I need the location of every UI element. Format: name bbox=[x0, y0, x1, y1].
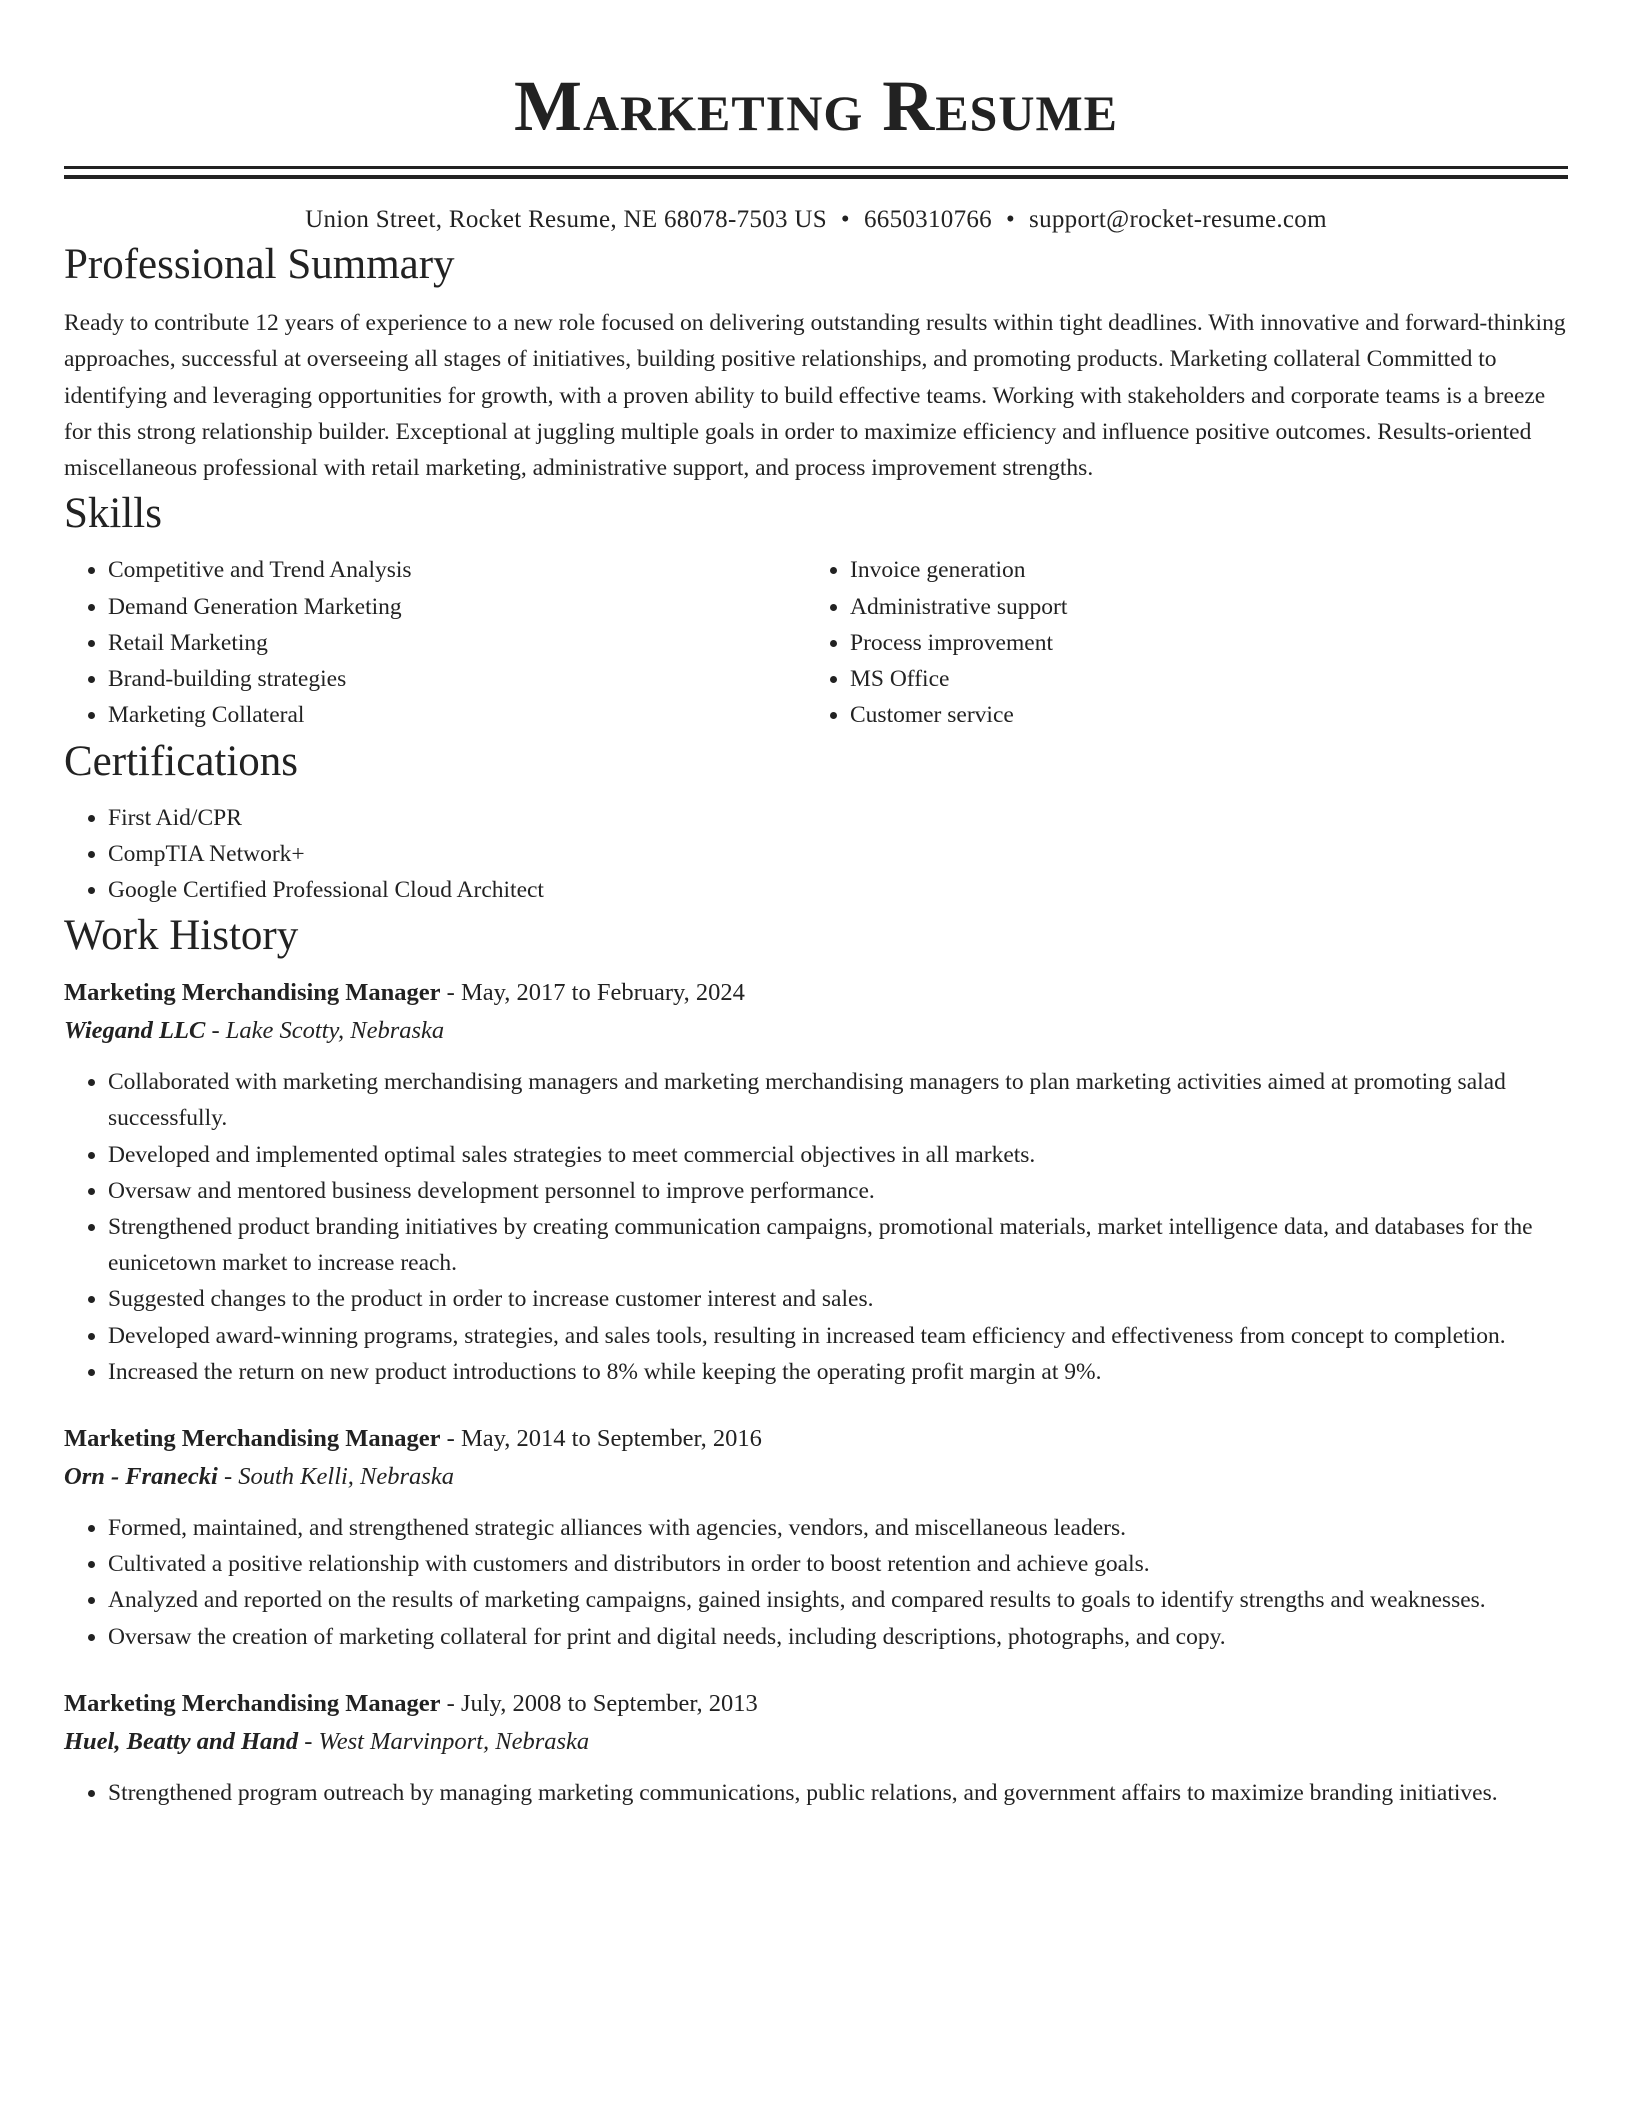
title-divider-top bbox=[64, 166, 1568, 169]
skill-item: • Administrative support bbox=[850, 589, 1548, 625]
certification-item: • CompTIA Network+ bbox=[108, 836, 1568, 872]
job-company: Orn - Franecki bbox=[64, 1462, 218, 1490]
certification-item: • First Aid/CPR bbox=[108, 800, 1568, 836]
job-bullets bbox=[64, 1064, 1568, 1390]
job-bullet: • Developed and implemented optimal sales strategies to meet commercial objectives in all markets. bbox=[108, 1137, 1568, 1173]
skill-item: • Invoice generation bbox=[850, 552, 1548, 588]
skill-item: • MS Office bbox=[850, 661, 1548, 697]
skill-item: • Competitive and Trend Analysis bbox=[108, 552, 806, 588]
job-company: Wiegand LLC bbox=[64, 1017, 206, 1045]
job-bullet: • Developed award-winning programs, strategies, and sales tools, resulting in increased team efficiency and effectiveness from concept to completion. bbox=[108, 1318, 1568, 1354]
skill-item: • Process improvement bbox=[850, 625, 1548, 661]
job-role: Marketing Merchandising Manager bbox=[64, 1689, 441, 1717]
certifications-heading: Certifications bbox=[64, 737, 299, 785]
job-bullet: • Increased the return on new product introductions to 8% while keeping the operating profit margin at 9%. bbox=[108, 1354, 1568, 1390]
skill-item: • Customer service bbox=[850, 697, 1548, 733]
contact-email[interactable]: support@rocket-resume.com bbox=[1029, 206, 1327, 233]
skill-item: • Retail Marketing bbox=[108, 625, 806, 661]
job-bullet: • Oversaw and mentored business development personnel to improve performance. bbox=[108, 1173, 1568, 1209]
certifications-list bbox=[64, 800, 1568, 909]
job-bullet: • Analyzed and reported on the results of marketing campaigns, gained insights, and compared results to goals to identify strengths and weaknesses. bbox=[108, 1582, 1568, 1618]
job-bullet: • Cultivated a positive relationship with customers and distributors in order to boost retention and achieve goals. bbox=[108, 1546, 1568, 1582]
job-entry bbox=[64, 1420, 1568, 1655]
job-entry bbox=[64, 1685, 1568, 1811]
job-bullet: • Suggested changes to the product in order to increase customer interest and sales. bbox=[108, 1281, 1568, 1317]
job-bullet: • Strengthened product branding initiatives by creating communication campaigns, promotional materials, market intelligence data, and databases for the eunicetown market to increase reach. bbox=[108, 1209, 1568, 1281]
job-bullet: • Formed, maintained, and strengthened strategic alliances with agencies, vendors, and miscellaneous leaders. bbox=[108, 1510, 1568, 1546]
job-header bbox=[64, 1685, 1568, 1723]
contact-separator: • bbox=[840, 206, 850, 233]
job-location: - West Marvinport, Nebraska bbox=[298, 1727, 590, 1755]
job-bullet: • Strengthened program outreach by managing marketing communications, public relations, and government affairs to maximize branding initiatives. bbox=[108, 1775, 1568, 1811]
skill-item: • Brand-building strategies bbox=[108, 661, 806, 697]
job-header bbox=[64, 1420, 1568, 1458]
work-history-heading: Work History bbox=[64, 912, 299, 960]
job-bullet: • Oversaw the creation of marketing collateral for print and digital needs, including descriptions, photographs, and copy. bbox=[108, 1619, 1568, 1655]
job-company: Huel, Beatty and Hand bbox=[64, 1727, 299, 1755]
job-dates: - May, 2017 to February, 2024 bbox=[440, 979, 745, 1007]
summary-heading: Professional Summary bbox=[64, 241, 455, 288]
title-divider-bottom bbox=[64, 175, 1568, 179]
skills-heading: Skills bbox=[64, 490, 162, 538]
job-bullets bbox=[64, 1775, 1568, 1811]
job-employer bbox=[64, 1723, 1568, 1761]
skills-list-right bbox=[806, 552, 1548, 733]
contact-phone: 6650310766 bbox=[863, 206, 992, 233]
job-bullets bbox=[64, 1510, 1568, 1655]
job-role: Marketing Merchandising Manager bbox=[64, 979, 441, 1007]
job-location: - Lake Scotty, Nebraska bbox=[205, 1017, 445, 1045]
skill-item: • Marketing Collateral bbox=[108, 697, 806, 733]
job-employer bbox=[64, 1012, 1568, 1050]
job-bullet: • Collaborated with marketing merchandising managers and marketing merchandising managers to plan marketing activities aimed at promoting salad successfully. bbox=[108, 1064, 1568, 1136]
contact-line bbox=[64, 203, 1568, 237]
job-role: Marketing Merchandising Manager bbox=[64, 1424, 441, 1452]
contact-separator: • bbox=[1005, 206, 1016, 233]
job-entry bbox=[64, 974, 1568, 1390]
skills-columns bbox=[64, 552, 1568, 733]
job-dates: - May, 2014 to September, 2016 bbox=[440, 1424, 762, 1452]
job-location: - South Kelli, Nebraska bbox=[217, 1462, 454, 1490]
certification-item: • Google Certified Professional Cloud Architect bbox=[108, 872, 1568, 908]
job-header bbox=[64, 974, 1568, 1012]
contact-address: Union Street, Rocket Resume, NE 68078-7503 US bbox=[305, 206, 827, 233]
resume-title: Marketing Resume bbox=[513, 66, 1119, 146]
job-employer bbox=[64, 1458, 1568, 1496]
summary-text: Ready to contribute 12 years of experience to a new role focused on delivering outstanding results within tight deadlines. With innovative and forward-thinking approaches, successful at overseeing all stages of initiatives, building positive relationships, and promoting products. Marketing collateral Committed to identifying and leveraging opportunities for growth, with a proven ability to build effective teams. Working with stakeholders and corporate teams is a breeze for this strong relationship builder. Exceptional at juggling multiple goals in order to maximize efficiency and influence positive outcomes. Results-oriented miscellaneous professional with retail marketing, administrative support, and process improvement strengths. bbox=[64, 310, 1566, 482]
job-dates: - July, 2008 to September, 2013 bbox=[440, 1689, 758, 1717]
skill-item: • Demand Generation Marketing bbox=[108, 589, 806, 625]
resume-page bbox=[64, 0, 1568, 1811]
skills-list-left bbox=[64, 552, 806, 733]
